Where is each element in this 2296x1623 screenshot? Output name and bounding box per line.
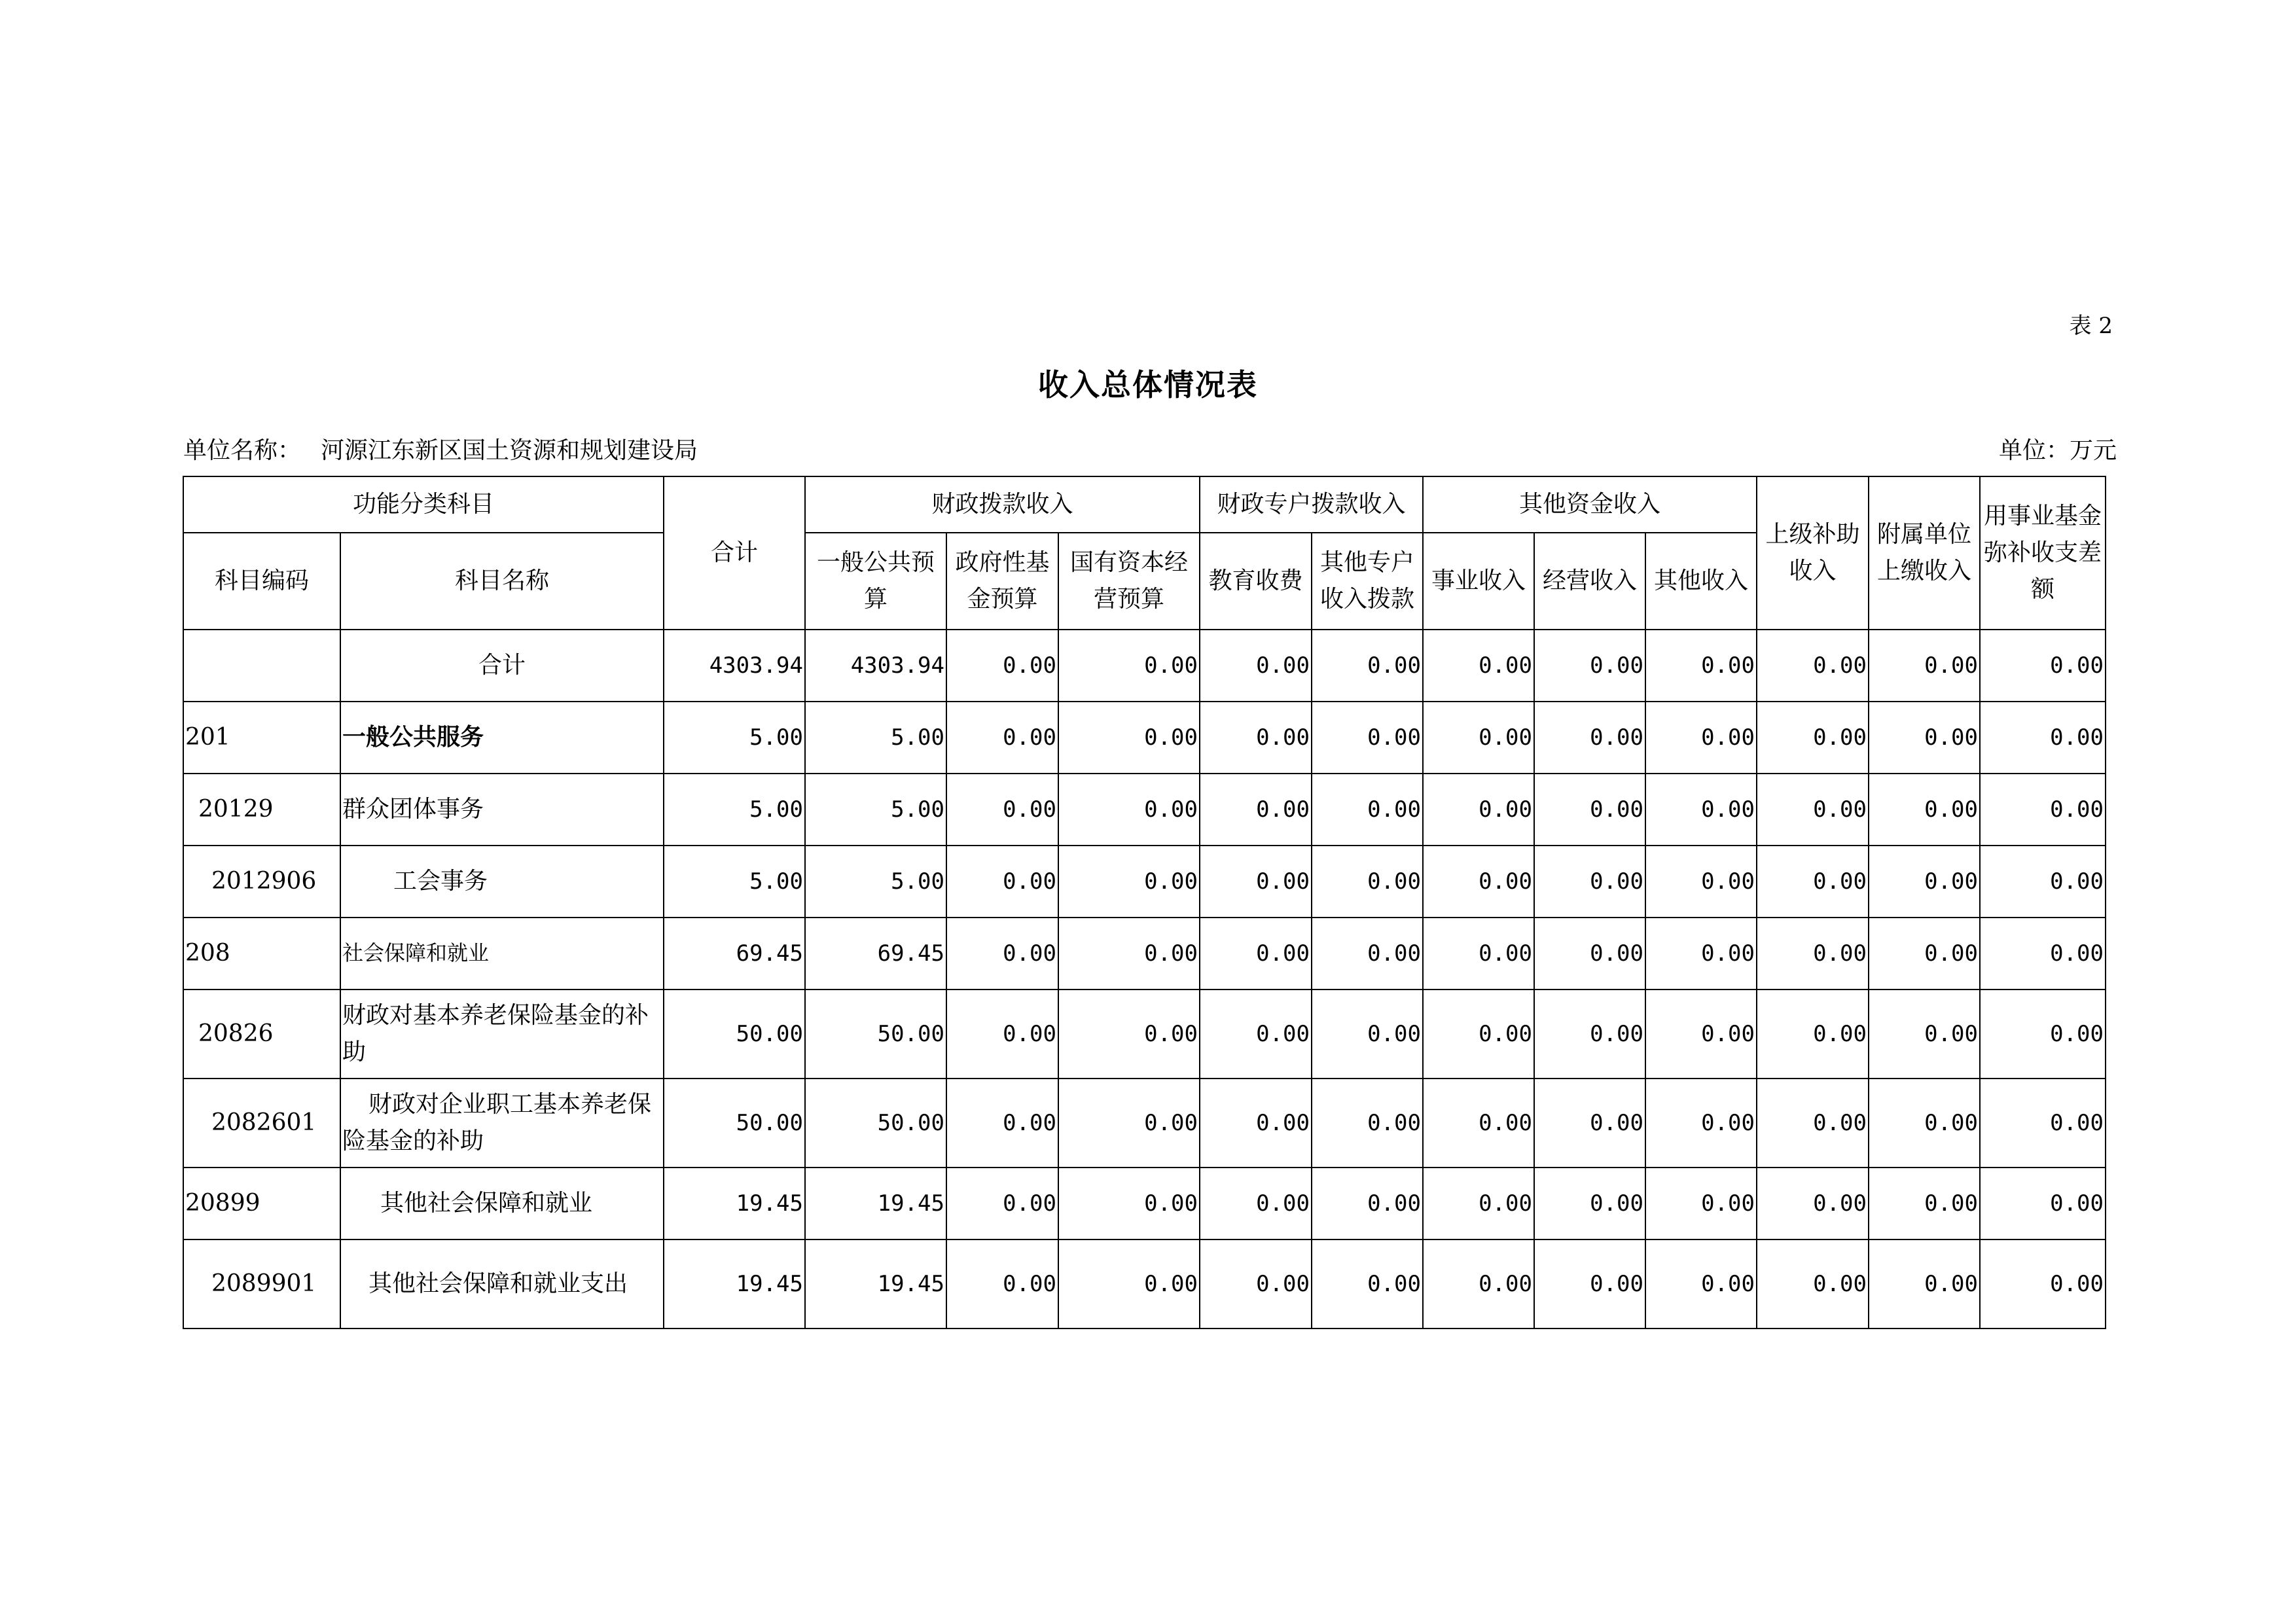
table-row <box>183 1079 2106 1168</box>
cell-value: 0.00 <box>1423 702 1534 774</box>
header-other-income: 其他收入 <box>1645 533 1757 630</box>
cell-value: 0.00 <box>1869 846 1980 918</box>
cell-value: 0.00 <box>1312 846 1423 918</box>
header-fund-offset: 用事业基金弥补收支差额 <box>1980 476 2106 630</box>
cell-value: 0.00 <box>1058 918 1200 990</box>
cell-value: 0.00 <box>1869 1079 1980 1168</box>
cell-value: 50.00 <box>805 1079 946 1168</box>
row-name: 一般公共服务 <box>340 702 664 774</box>
cell-value: 0.00 <box>1645 702 1757 774</box>
header-superior-subsidy: 上级补助收入 <box>1757 476 1869 630</box>
cell-value: 0.00 <box>1423 1079 1534 1168</box>
cell-value: 0.00 <box>946 702 1058 774</box>
cell-value: 0.00 <box>1058 1168 1200 1240</box>
table-row <box>183 1240 2106 1329</box>
cell-value: 0.00 <box>1058 630 1200 702</box>
cell-value: 0.00 <box>1534 846 1645 918</box>
cell-value: 0.00 <box>1534 702 1645 774</box>
cell-value: 0.00 <box>1757 702 1869 774</box>
table-row <box>183 918 2106 990</box>
cell-value: 0.00 <box>1869 702 1980 774</box>
cell-value: 5.00 <box>664 702 805 774</box>
cell-value: 50.00 <box>664 1079 805 1168</box>
cell-value: 0.00 <box>1757 846 1869 918</box>
cell-value: 0.00 <box>1757 774 1869 846</box>
cell-value: 0.00 <box>1869 990 1980 1079</box>
cell-value: 0.00 <box>1200 990 1312 1079</box>
cell-value: 0.00 <box>1200 846 1312 918</box>
header-name: 科目名称 <box>340 533 664 630</box>
cell-value: 0.00 <box>946 1079 1058 1168</box>
cell-value: 0.00 <box>946 846 1058 918</box>
row-code: 20129 <box>183 774 340 846</box>
cell-value: 50.00 <box>805 990 946 1079</box>
header-affiliated-remit: 附属单位上缴收入 <box>1869 476 1980 630</box>
cell-value: 0.00 <box>1200 1079 1312 1168</box>
cell-value: 0.00 <box>1423 918 1534 990</box>
cell-value: 0.00 <box>1645 918 1757 990</box>
cell-value: 0.00 <box>1645 990 1757 1079</box>
row-name: 财政对基本养老保险基金的补助 <box>340 990 664 1079</box>
cell-value: 0.00 <box>1980 1168 2106 1240</box>
cell-value: 0.00 <box>1058 774 1200 846</box>
row-code: 201 <box>183 702 340 774</box>
cell-value: 0.00 <box>1312 1240 1423 1329</box>
cell-value: 0.00 <box>1869 1168 1980 1240</box>
table-row <box>183 990 2106 1079</box>
cell-value: 0.00 <box>1423 1168 1534 1240</box>
row-code: 20826 <box>183 990 340 1079</box>
cell-value: 0.00 <box>1869 918 1980 990</box>
cell-value: 0.00 <box>1534 630 1645 702</box>
cell-value: 0.00 <box>1312 1079 1423 1168</box>
row-name: 社会保障和就业 <box>340 918 664 990</box>
row-name: 其他社会保障和就业支出 <box>340 1240 664 1329</box>
header-operating-income: 经营收入 <box>1534 533 1645 630</box>
header-fiscal-alloc: 财政拨款收入 <box>805 476 1200 533</box>
header-row-1 <box>183 476 2106 533</box>
cell-value: 0.00 <box>1058 702 1200 774</box>
cell-value: 0.00 <box>1423 846 1534 918</box>
income-summary-table <box>183 476 2106 1329</box>
cell-value: 0.00 <box>1534 918 1645 990</box>
cell-value: 0.00 <box>1757 1240 1869 1329</box>
cell-value: 69.45 <box>805 918 946 990</box>
cell-value: 0.00 <box>1200 702 1312 774</box>
cell-value: 5.00 <box>805 774 946 846</box>
row-code <box>183 630 340 702</box>
cell-value: 0.00 <box>1645 846 1757 918</box>
cell-value: 0.00 <box>1645 630 1757 702</box>
cell-value: 0.00 <box>1200 630 1312 702</box>
cell-value: 0.00 <box>1312 1168 1423 1240</box>
cell-value: 0.00 <box>1534 1079 1645 1168</box>
cell-value: 0.00 <box>1645 1240 1757 1329</box>
row-name: 工会事务 <box>340 846 664 918</box>
row-code: 20899 <box>183 1168 340 1240</box>
cell-value: 0.00 <box>946 918 1058 990</box>
cell-value: 0.00 <box>1980 918 2106 990</box>
cell-value: 0.00 <box>1312 774 1423 846</box>
table-number-label: 表 2 <box>2069 313 2113 339</box>
cell-value: 69.45 <box>664 918 805 990</box>
header-total: 合计 <box>664 476 805 630</box>
row-code: 2012906 <box>183 846 340 918</box>
cell-value: 0.00 <box>1200 1240 1312 1329</box>
cell-value: 0.00 <box>946 630 1058 702</box>
currency-unit: 单位：万元 <box>1998 437 2117 464</box>
cell-value: 0.00 <box>946 1168 1058 1240</box>
table-row <box>183 630 2106 702</box>
cell-value: 0.00 <box>1869 1240 1980 1329</box>
cell-value: 0.00 <box>1058 1240 1200 1329</box>
cell-value: 0.00 <box>1645 1079 1757 1168</box>
cell-value: 0.00 <box>1980 630 2106 702</box>
cell-value: 0.00 <box>1757 1079 1869 1168</box>
cell-value: 5.00 <box>805 846 946 918</box>
cell-value: 0.00 <box>1980 990 2106 1079</box>
header-state-capital-budget: 国有资本经营预算 <box>1058 533 1200 630</box>
cell-value: 0.00 <box>1534 774 1645 846</box>
cell-value: 0.00 <box>1312 630 1423 702</box>
table-row <box>183 774 2106 846</box>
cell-value: 19.45 <box>664 1240 805 1329</box>
table-row <box>183 846 2106 918</box>
cell-value: 0.00 <box>946 774 1058 846</box>
cell-value: 0.00 <box>1980 1240 2106 1329</box>
cell-value: 0.00 <box>1645 1168 1757 1240</box>
row-code: 2082601 <box>183 1079 340 1168</box>
header-general-budget: 一般公共预算 <box>805 533 946 630</box>
header-func-category: 功能分类科目 <box>183 476 664 533</box>
header-other-special: 其他专户收入拨款 <box>1312 533 1423 630</box>
cell-value: 0.00 <box>1058 990 1200 1079</box>
header-fiscal-special: 财政专户拨款收入 <box>1200 476 1423 533</box>
row-name: 群众团体事务 <box>340 774 664 846</box>
cell-value: 0.00 <box>1757 1168 1869 1240</box>
header-edu-fees: 教育收费 <box>1200 533 1312 630</box>
cell-value: 0.00 <box>1980 1079 2106 1168</box>
cell-value: 19.45 <box>805 1240 946 1329</box>
cell-value: 0.00 <box>1534 1168 1645 1240</box>
cell-value: 0.00 <box>1058 1079 1200 1168</box>
row-name: 合计 <box>340 630 664 702</box>
cell-value: 0.00 <box>1534 1240 1645 1329</box>
row-name: 其他社会保障和就业 <box>340 1168 664 1240</box>
cell-value: 0.00 <box>946 990 1058 1079</box>
cell-value: 19.45 <box>805 1168 946 1240</box>
cell-value: 5.00 <box>664 846 805 918</box>
cell-value: 0.00 <box>1869 630 1980 702</box>
cell-value: 0.00 <box>1869 774 1980 846</box>
cell-value: 5.00 <box>805 702 946 774</box>
row-code: 208 <box>183 918 340 990</box>
org-name-label: 单位名称： <box>183 437 302 464</box>
row-name: 财政对企业职工基本养老保险基金的补助 <box>340 1079 664 1168</box>
cell-value: 0.00 <box>1980 846 2106 918</box>
cell-value: 4303.94 <box>805 630 946 702</box>
cell-value: 0.00 <box>1423 990 1534 1079</box>
page-title: 收入总体情况表 <box>1038 367 1258 402</box>
header-business-income: 事业收入 <box>1423 533 1534 630</box>
cell-value: 19.45 <box>664 1168 805 1240</box>
cell-value: 0.00 <box>1200 918 1312 990</box>
header-other-funds: 其他资金收入 <box>1423 476 1757 533</box>
cell-value: 0.00 <box>1645 774 1757 846</box>
table-row <box>183 702 2106 774</box>
row-code: 2089901 <box>183 1240 340 1329</box>
cell-value: 0.00 <box>1757 630 1869 702</box>
cell-value: 4303.94 <box>664 630 805 702</box>
org-name-value: 河源江东新区国土资源和规划建设局 <box>321 437 698 464</box>
cell-value: 0.00 <box>1534 990 1645 1079</box>
cell-value: 50.00 <box>664 990 805 1079</box>
table-row <box>183 1168 2106 1240</box>
cell-value: 0.00 <box>1200 1168 1312 1240</box>
header-gov-fund-budget: 政府性基金预算 <box>946 533 1058 630</box>
cell-value: 0.00 <box>946 1240 1058 1329</box>
cell-value: 0.00 <box>1423 774 1534 846</box>
cell-value: 0.00 <box>1757 918 1869 990</box>
cell-value: 0.00 <box>1312 990 1423 1079</box>
cell-value: 0.00 <box>1757 990 1869 1079</box>
cell-value: 0.00 <box>1980 774 2106 846</box>
cell-value: 0.00 <box>1312 702 1423 774</box>
cell-value: 0.00 <box>1058 846 1200 918</box>
cell-value: 0.00 <box>1423 630 1534 702</box>
cell-value: 5.00 <box>664 774 805 846</box>
header-code: 科目编码 <box>183 533 340 630</box>
cell-value: 0.00 <box>1200 774 1312 846</box>
cell-value: 0.00 <box>1980 702 2106 774</box>
cell-value: 0.00 <box>1423 1240 1534 1329</box>
cell-value: 0.00 <box>1312 918 1423 990</box>
